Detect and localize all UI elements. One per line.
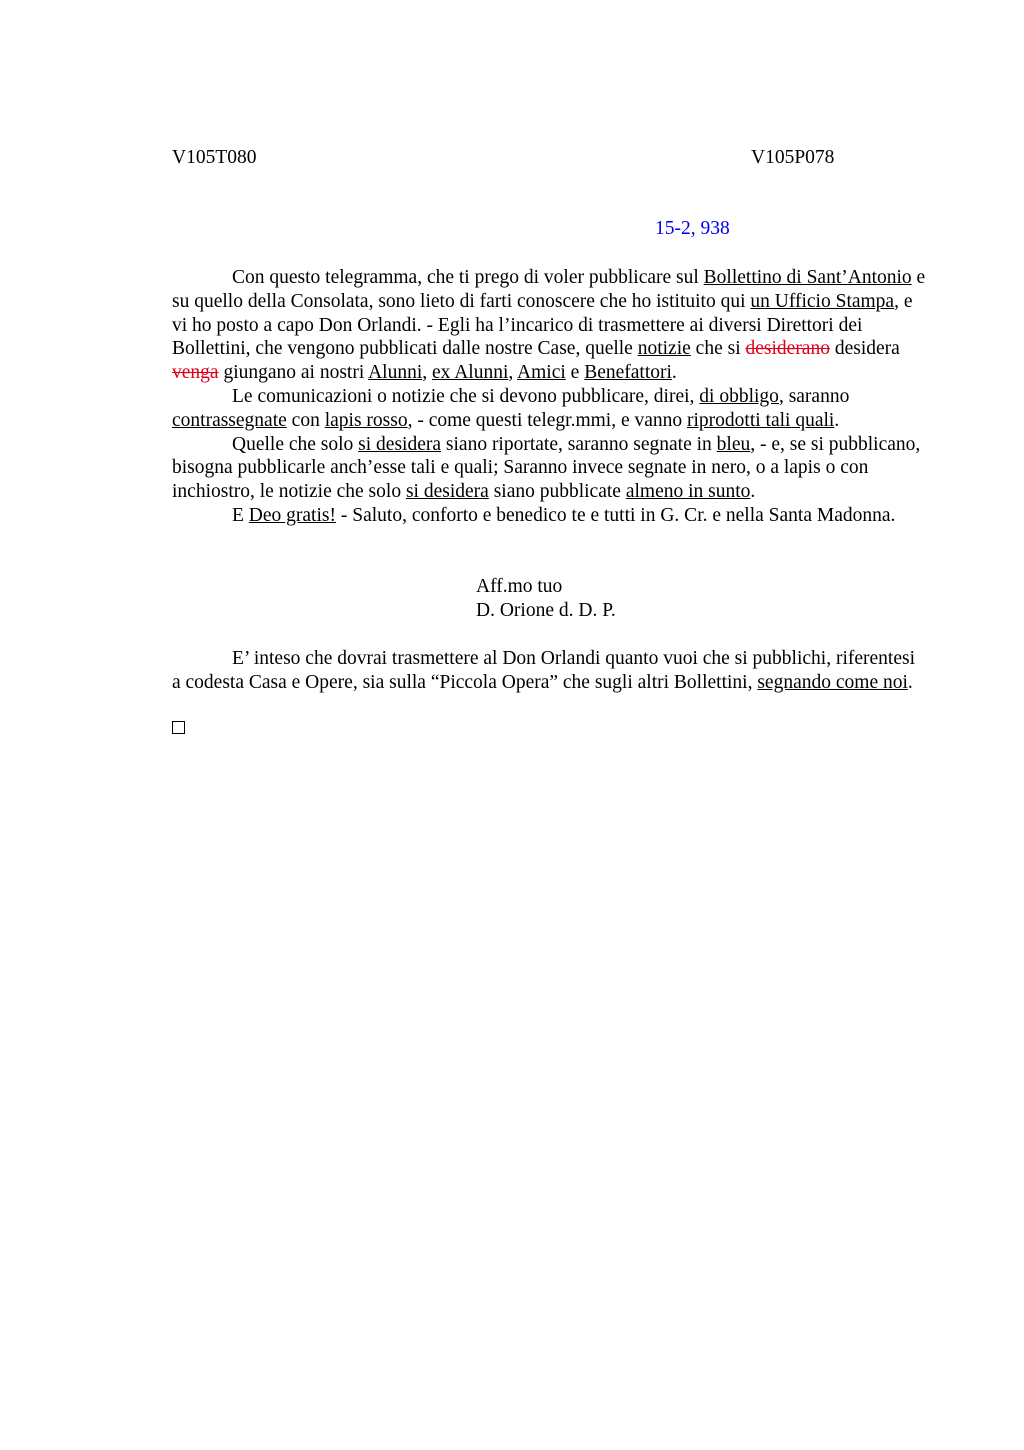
underlined-text: notizie [637, 338, 691, 360]
underlined-text: Amici [517, 362, 566, 384]
paragraph-1 [172, 266, 926, 385]
text-run: Quelle che solo [232, 433, 359, 455]
underlined-text: lapis rosso [324, 409, 408, 431]
letter-body [172, 266, 926, 528]
text-run: e su quello della Consolata, sono lieto di farti conoscere che ho istituito qui [172, 267, 926, 312]
empty-box-icon [172, 721, 185, 734]
underlined-text: Bollettino di Sant’Antonio [703, 267, 912, 288]
text-run: siano riportate, saranno segnate in [441, 433, 717, 455]
text-run: siano pubblicate [488, 481, 626, 503]
text-run: E [232, 504, 249, 526]
reference-code-left: V105T080 [172, 147, 257, 168]
text-run: E’ inteso che dovrai trasmettere al Don Orlandi quanto vuoi che si pubblichi, riferentesi a codesta Casa e Opere, sia sulla “Piccola Opera” che sugli altri Bollettini, [172, 648, 916, 693]
text-run: che si [690, 338, 746, 360]
letter-closing [476, 575, 616, 623]
underlined-text: segnando come noi [757, 671, 908, 693]
text-run: Le comunicazioni o notizie che si devono pubblicare, direi, [232, 385, 700, 407]
underlined-text: ex Alunni [431, 362, 509, 384]
text-run: giungano ai nostri [218, 362, 369, 384]
postscript [172, 647, 926, 695]
text-run: , [422, 362, 432, 384]
underlined-text: si desidera [405, 481, 489, 503]
underlined-text: riprodotti tali quali [687, 409, 835, 431]
underlined-text: contrassegnate [172, 409, 287, 431]
underlined-text: Benefattori [584, 362, 672, 384]
underlined-text: bleu [716, 433, 751, 455]
text-run: , e vi ho posto a capo Don Orlandi. - Egli ha l’incarico di trasmettere ai diversi Direttori dei Bollettini, che vengono pubblicati dalle nostre Case, quelle [172, 290, 913, 360]
closing-salutation: Aff.mo tuo [476, 576, 563, 597]
text-run: . [834, 409, 840, 431]
signature: D. Orione d. D. P. [476, 599, 616, 621]
underlined-text: di obbligo [699, 385, 779, 407]
text-run: desidera [829, 338, 900, 360]
underlined-text: si desidera [358, 433, 442, 455]
text-run: Con questo telegramma, che ti prego di voler pubblicare sul [232, 267, 704, 288]
deleted-text: venga [172, 362, 219, 384]
paragraph-4 [172, 504, 926, 528]
paragraph-2 [172, 385, 926, 433]
text-run: . [907, 671, 913, 693]
underlined-text: almeno in sunto [625, 481, 751, 503]
text-run: , [508, 362, 518, 384]
underlined-text: Deo gratis! [248, 504, 336, 526]
paragraph-3 [172, 433, 926, 504]
text-run: , saranno [778, 385, 850, 407]
underlined-text: Alunni [368, 362, 423, 384]
text-run: con [286, 409, 325, 431]
deleted-text: desiderano [745, 338, 830, 360]
postscript-paragraph [172, 647, 926, 695]
letter-date: 15-2, 938 [655, 218, 730, 239]
text-run: , - e, se si pubblicano, bisogna pubblicarle anch’esse tali e quali; Saranno invece segnate in nero, o a lapis o con inchiostro, le notizie che solo [172, 433, 921, 503]
text-run: , - come questi telegr.mmi, e vanno [407, 409, 688, 431]
underlined-text: un Ufficio Stampa [750, 290, 895, 312]
text-run: - Saluto, conforto e benedico te e tutti in G. Cr. e nella Santa Madonna. [335, 504, 896, 526]
text-run: e [565, 362, 585, 384]
text-run: . [750, 481, 756, 503]
text-run: . [671, 362, 677, 384]
reference-code-right: V105P078 [751, 147, 835, 168]
